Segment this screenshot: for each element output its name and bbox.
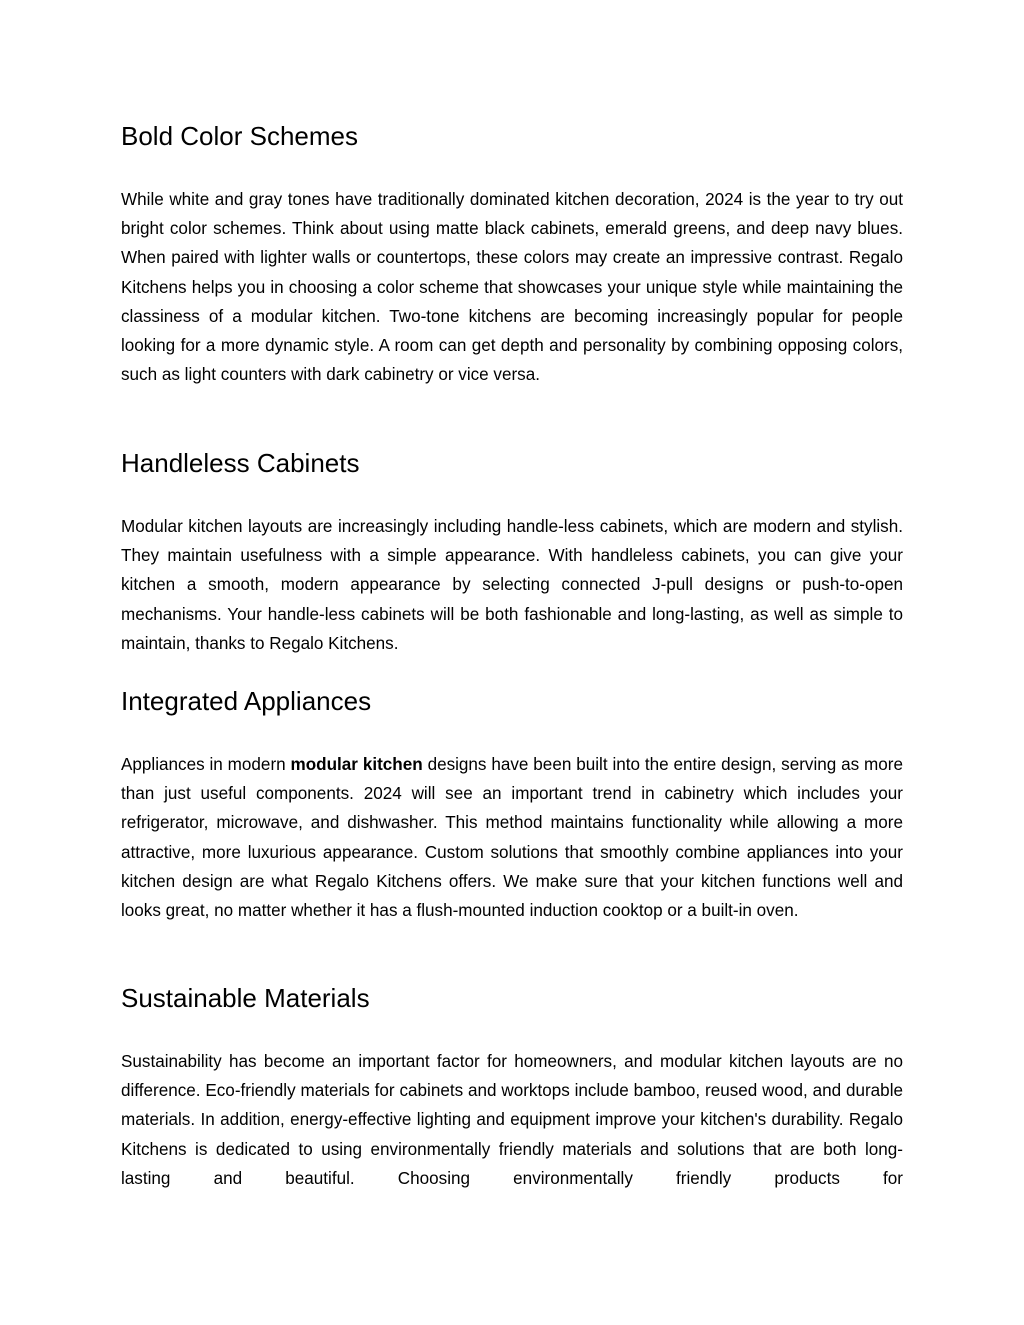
section-heading: Bold Color Schemes — [121, 121, 358, 151]
section-paragraph: While white and gray tones have traditionally dominated kitchen decoration, 2024 is the year to try out bright color schemes. Think about using matte black cabinets, emerald greens, and deep navy blues. When paired with lighter walls or countertops, these colors may create an impressive contrast. Regalo Kitchens helps you in choosing a color scheme that showcases your unique style while maintaining the classiness of a modular kitchen. Two-tone kitchens are becoming increasingly popular for people looking for a more dynamic style. A room can get depth and personality by combining opposing colors, such as light counters with dark cabinetry or vice versa. — [121, 190, 903, 385]
section-heading: Handleless Cabinets — [121, 448, 360, 478]
section-heading: Integrated Appliances — [121, 686, 372, 716]
section-heading: Sustainable Materials — [121, 983, 370, 1013]
section-paragraph: Modular kitchen layouts are increasingly including handle-less cabinets, which are modern and stylish. They maintain usefulness with a simple appearance. With handleless cabinets, you can give your kitchen a smooth, modern appearance by selecting connected J-pull designs or push-to-open mechanisms. Your handle-less cabinets will be both fashionable and long-lasting, as well as simple to maintain, thanks to Regalo Kitchens. — [121, 517, 903, 653]
section-sustainable-materials — [121, 983, 903, 1193]
section-bold-color-schemes — [121, 121, 903, 389]
section-handleless-cabinets — [121, 448, 903, 658]
paragraph-text: Appliances in modern — [121, 755, 291, 774]
section-paragraph: Sustainability has become an important factor for homeowners, and modular kitchen layouts are no difference. Eco-friendly materials for cabinets and worktops include bamboo, reused wood, and durable materials. In addition, energy-effective lighting and equipment improve your kitchen's durability. Regalo Kitchens is dedicated to using environmentally friendly materials and solutions that are both long-lasting and beautiful. Choosing environmentally friendly products for — [121, 1052, 903, 1188]
section-paragraph — [121, 750, 903, 925]
bold-keyword: modular kitchen — [290, 755, 423, 774]
section-integrated-appliances — [121, 686, 903, 925]
paragraph-text: designs have been built into the entire design, serving as more than just useful components. 2024 will see an important trend in cabinetry which includes your refrigerator, microwave, and dishwasher. This method maintains functionality while allowing a more attractive, more luxurious appearance. Custom solutions that smoothly combine appliances into your kitchen design are what Regalo Kitchens offers. We make sure that your kitchen functions well and looks great, no matter whether it has a flush-mounted induction cooktop or a built-in oven. — [121, 755, 904, 921]
